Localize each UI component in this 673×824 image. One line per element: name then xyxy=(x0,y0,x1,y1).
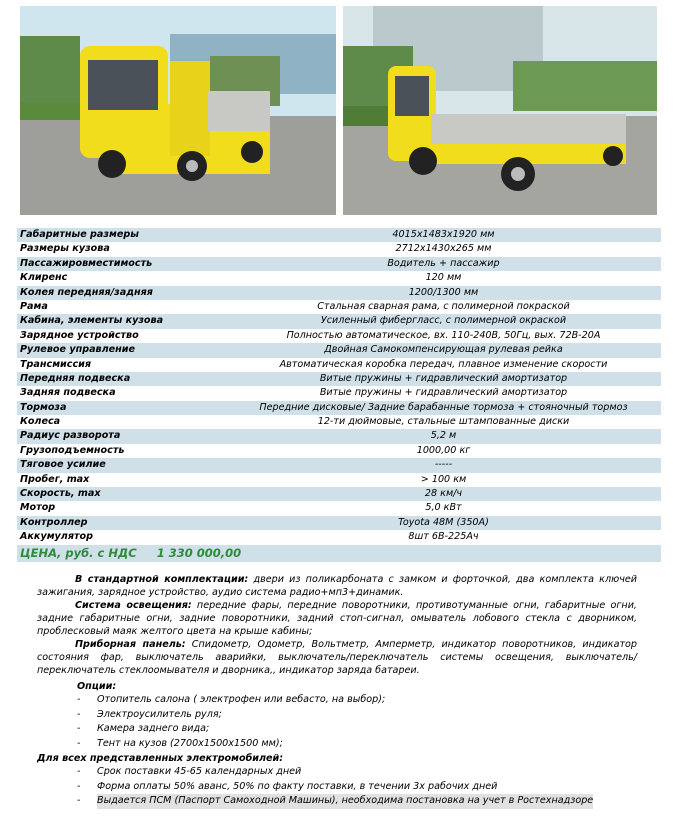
spec-value: > 100 км xyxy=(420,473,467,485)
spec-row xyxy=(17,314,661,328)
spec-row xyxy=(17,473,661,487)
spec-label: Радиус разворота xyxy=(20,430,121,442)
spec-value: Усиленный фибергласс, с полимерной окраской xyxy=(320,315,567,327)
spec-row xyxy=(17,228,661,242)
all-vehicles-title: Для всех представленных электромобилей: xyxy=(37,753,284,764)
dash-bullet: - xyxy=(77,766,81,777)
list-item xyxy=(37,722,637,737)
dashboard-paragraph xyxy=(37,638,637,677)
spec-row xyxy=(17,501,661,515)
spec-row xyxy=(17,358,661,372)
spec-label: Тормоза xyxy=(20,401,67,413)
spec-row xyxy=(17,300,661,314)
spec-label: Рама xyxy=(20,300,48,312)
dashboard-text: Спидометр, Одометр, Вольтметр, Амперметр, индикатор поворотников, индикатор состояния фар, выключатель аварийки, выключатель/переключатель системы освещения, выключатель/переключатель стеклоомывателя и дворника,, индикатор заряда батареи. xyxy=(37,639,637,676)
list-item-text: Камера заднего вида; xyxy=(97,723,210,734)
spec-label: Колея передняя/задняя xyxy=(20,286,153,298)
dash-bullet: - xyxy=(77,723,81,734)
spec-row xyxy=(17,242,661,256)
spec-value: Toyota 48M (350A) xyxy=(398,516,489,528)
price-row xyxy=(17,545,661,562)
lighting-paragraph xyxy=(37,599,637,638)
lighting-text: передние фары, передние поворотники, противотуманные огни, габаритные огни, задние габаритные огни, задние поворотники, задний стоп-сигнал, омыватель лобового стекла с дворником, проблесковый маяк желтого цвета на крыше кабины; xyxy=(37,600,637,637)
spec-value: 1200/1300 мм xyxy=(408,286,479,298)
price-label: ЦЕНА, руб. с НДС xyxy=(20,546,137,561)
spec-value: ----- xyxy=(434,459,453,471)
spec-label: Скорость, max xyxy=(20,488,101,500)
spec-label: Мотор xyxy=(20,502,56,514)
spec-value: Водитель + пассажир xyxy=(387,257,500,269)
options-title: Опции: xyxy=(77,681,117,692)
spec-label: Аккумулятор xyxy=(20,531,94,543)
list-item xyxy=(37,737,637,752)
spec-row xyxy=(17,530,661,544)
list-item-text: Срок поставки 45-65 календарных дней xyxy=(97,766,302,777)
spec-row xyxy=(17,286,661,300)
spec-value: 2712х1430х265 мм xyxy=(395,243,492,255)
dash-bullet: - xyxy=(77,737,81,749)
spec-label: Трансмиссия xyxy=(20,358,92,370)
dash-bullet: - xyxy=(77,708,81,720)
list-item xyxy=(37,780,637,795)
spec-label: Задняя подвеска xyxy=(20,387,116,399)
spec-table xyxy=(17,228,661,562)
spec-row xyxy=(17,429,661,443)
spec-label: Грузоподъемность xyxy=(20,444,125,456)
dash-bullet: - xyxy=(77,795,81,806)
spec-row xyxy=(17,257,661,271)
standard-equipment-text: двери из поликарбоната с замком и форточкой, два комплекта ключей зажигания, зарядное устройство, аудио система радио+мп3+динамик. xyxy=(37,574,637,598)
spec-value: Автоматическая коробка передач, плавное изменение скорости xyxy=(279,358,608,370)
photo-strip xyxy=(0,0,673,224)
spec-value: 12-ти дюймовые, стальные штампованные диски xyxy=(317,416,570,428)
spec-value: Двойная Самокомпенсирующая рулевая рейка xyxy=(324,344,563,356)
spec-row xyxy=(17,343,661,357)
spec-value: 8шт 6В-225Ач xyxy=(408,531,479,543)
list-item xyxy=(37,794,637,809)
spec-row xyxy=(17,372,661,386)
list-item-text: Электроусилитель руля; xyxy=(97,708,222,720)
spec-value: Передние дисковые/ Задние барабанные тормоза + стояночный тормоз xyxy=(259,401,628,413)
list-item-text: Тент на кузов (2700х1500х1500 мм); xyxy=(97,737,283,749)
spec-value: 5,0 кВт xyxy=(425,502,462,514)
truck-photo-front xyxy=(20,6,336,215)
list-item xyxy=(37,765,637,780)
spec-value: Витые пружины + гидравлический амортизатор xyxy=(319,387,568,399)
spec-label: Пробег, max xyxy=(20,473,90,485)
spec-value: Полностью автоматическое, вх. 110-240В, 50Гц, вых. 72В-20А xyxy=(286,329,601,341)
spec-label: Размеры кузова xyxy=(20,243,110,255)
standard-equipment-title: В стандартной комплектации: xyxy=(75,574,249,585)
spec-row xyxy=(17,487,661,501)
spec-value: 28 км/ч xyxy=(424,488,463,500)
list-item-text: Отопитель салона ( электрофен или вебасто, на выбор); xyxy=(97,694,386,705)
list-item-text: Форма оплаты 50% аванс, 50% по факту поставки, в течении 3х рабочих дней xyxy=(97,780,498,792)
spec-value: Стальная сварная рама, с полимерной покраской xyxy=(317,300,570,312)
spec-row xyxy=(17,444,661,458)
spec-label: Зарядное устройство xyxy=(20,329,139,341)
spec-label: Передняя подвеска xyxy=(20,372,131,384)
lighting-title: Система освещения: xyxy=(75,600,192,611)
list-item xyxy=(37,693,637,708)
price-value: 1 330 000,00 xyxy=(156,546,242,561)
spec-value: 4015х1483х1920 мм xyxy=(392,229,495,240)
dashboard-title: Приборная панель: xyxy=(75,639,186,650)
spec-label: Пассажировместимость xyxy=(20,257,153,269)
spec-label: Клиренс xyxy=(20,272,68,284)
spec-label: Колеса xyxy=(20,416,61,428)
spec-label: Габаритные размеры xyxy=(20,229,139,240)
spec-row xyxy=(17,329,661,343)
dash-bullet: - xyxy=(77,780,81,792)
spec-row xyxy=(17,415,661,429)
spec-row xyxy=(17,516,661,530)
spec-value: 5,2 м xyxy=(430,430,457,442)
spec-value: 120 мм xyxy=(425,272,462,284)
spec-row xyxy=(17,401,661,415)
spec-row xyxy=(17,271,661,285)
spec-label: Контроллер xyxy=(20,516,88,528)
equipment-notes xyxy=(37,573,637,809)
spec-value: Витые пружины + гидравлический амортизатор xyxy=(319,372,568,384)
spec-row xyxy=(17,458,661,472)
spec-label: Тяговое усилие xyxy=(20,459,106,471)
spec-label: Кабина, элементы кузова xyxy=(20,315,164,327)
spec-row xyxy=(17,386,661,400)
dash-bullet: - xyxy=(77,694,81,705)
spec-label: Рулевое управление xyxy=(20,344,136,356)
list-item xyxy=(37,708,637,723)
spec-value: 1000,00 кг xyxy=(416,444,471,456)
standard-equipment-paragraph xyxy=(37,573,637,599)
list-item-text: Выдается ПСМ (Паспорт Самоходной Машины), необходима постановка на учет в Ростехнадзоре xyxy=(97,794,593,809)
truck-photo-side xyxy=(343,6,657,215)
